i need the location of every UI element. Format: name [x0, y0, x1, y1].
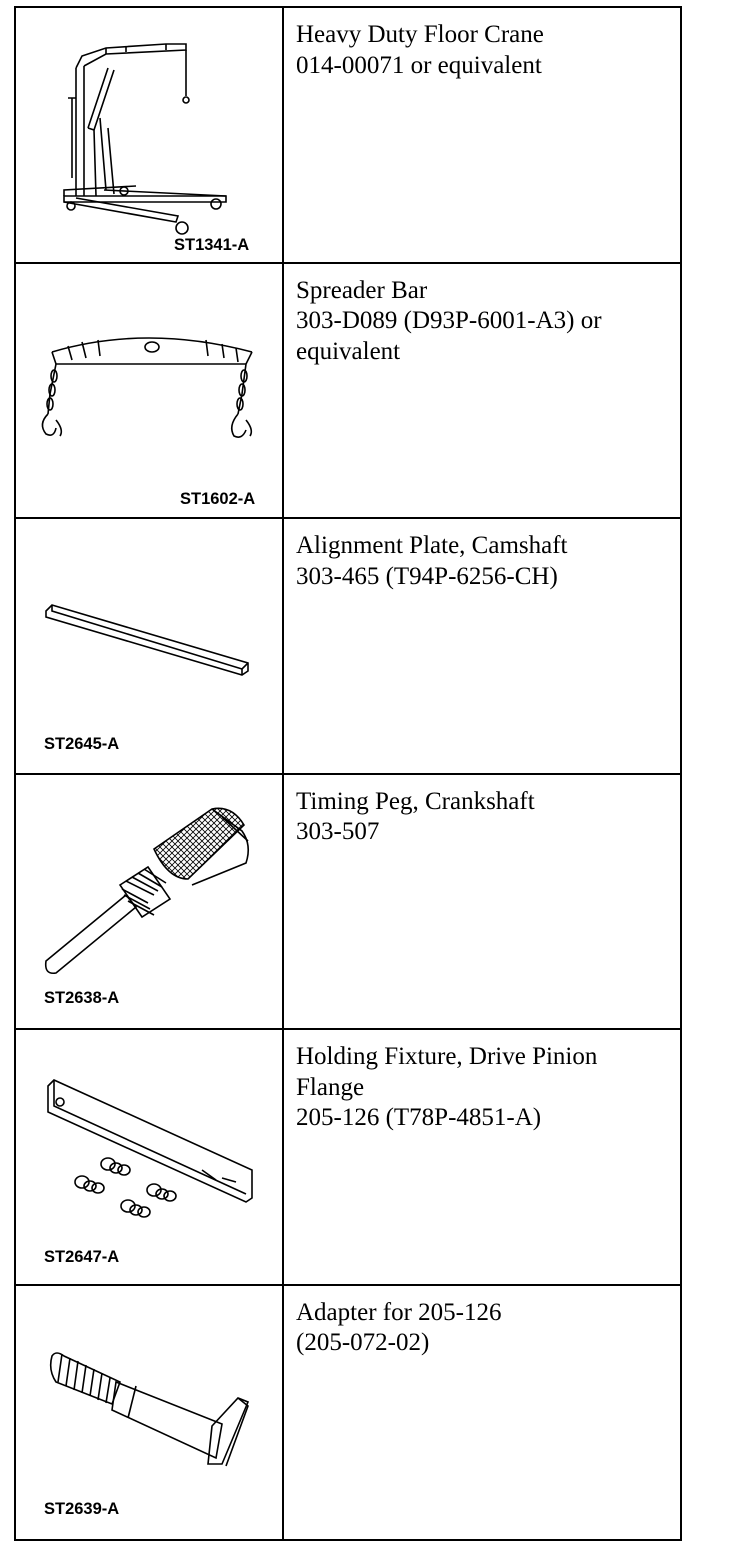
tool-name-continued: Flange [296, 1073, 365, 1101]
tool-description-cell [283, 1029, 681, 1285]
tool-illustration-cell [15, 774, 283, 1030]
tool-name: Spreader Bar [296, 276, 428, 304]
tool-name: Timing Peg, Crankshaft [296, 787, 535, 815]
tool-name: Adapter for 205-126 [296, 1298, 502, 1326]
tool-row [15, 518, 681, 774]
tool-row [15, 774, 681, 1030]
tool-description-cell [283, 263, 681, 519]
tool-row [15, 263, 681, 519]
tool-illustration-cell [15, 7, 283, 263]
tool-illustration-cell [15, 518, 283, 774]
tool-part-number: (205-072-02) [296, 1329, 430, 1356]
tool-part-number: 014-00071 or equivalent [296, 51, 542, 79]
tool-code-label: ST1602-A [180, 489, 256, 508]
tool-description-cell [283, 518, 681, 774]
tool-description-cell [283, 1285, 681, 1541]
tool-part-number: 205-126 (T78P-4851-A) [296, 1104, 542, 1131]
special-tools-table [14, 6, 682, 1541]
tool-name: Alignment Plate, Camshaft [296, 532, 568, 559]
tool-part-number-continued: equivalent [296, 337, 401, 365]
tool-name: Heavy Duty Floor Crane [296, 21, 544, 48]
tool-code-label: ST1341-A [174, 236, 250, 254]
tool-code-label: ST2647-A [44, 1248, 120, 1266]
tool-code-label: ST2645-A [44, 735, 120, 753]
spreader-bar-icon [16, 264, 282, 519]
tool-row [15, 1285, 681, 1541]
floor-crane-icon [16, 8, 282, 263]
tool-row [15, 7, 681, 263]
tool-name: Holding Fixture, Drive Pinion [296, 1043, 598, 1070]
tool-part-number: 303-465 (T94P-6256-CH) [296, 562, 558, 590]
tool-illustration-cell [15, 1285, 283, 1541]
tool-part-number: 303-D089 (D93P-6001-A3) or [296, 307, 602, 334]
tool-code-label: ST2639-A [44, 1499, 120, 1518]
tool-description-cell [283, 774, 681, 1030]
tool-part-number: 303-507 [296, 818, 380, 845]
holding-fixture-icon [16, 1030, 282, 1285]
tool-illustration-cell [15, 263, 283, 519]
tool-row [15, 1029, 681, 1285]
tool-illustration-cell [15, 1029, 283, 1285]
tool-code-label: ST2638-A [44, 988, 120, 1007]
tool-description-cell [283, 7, 681, 263]
